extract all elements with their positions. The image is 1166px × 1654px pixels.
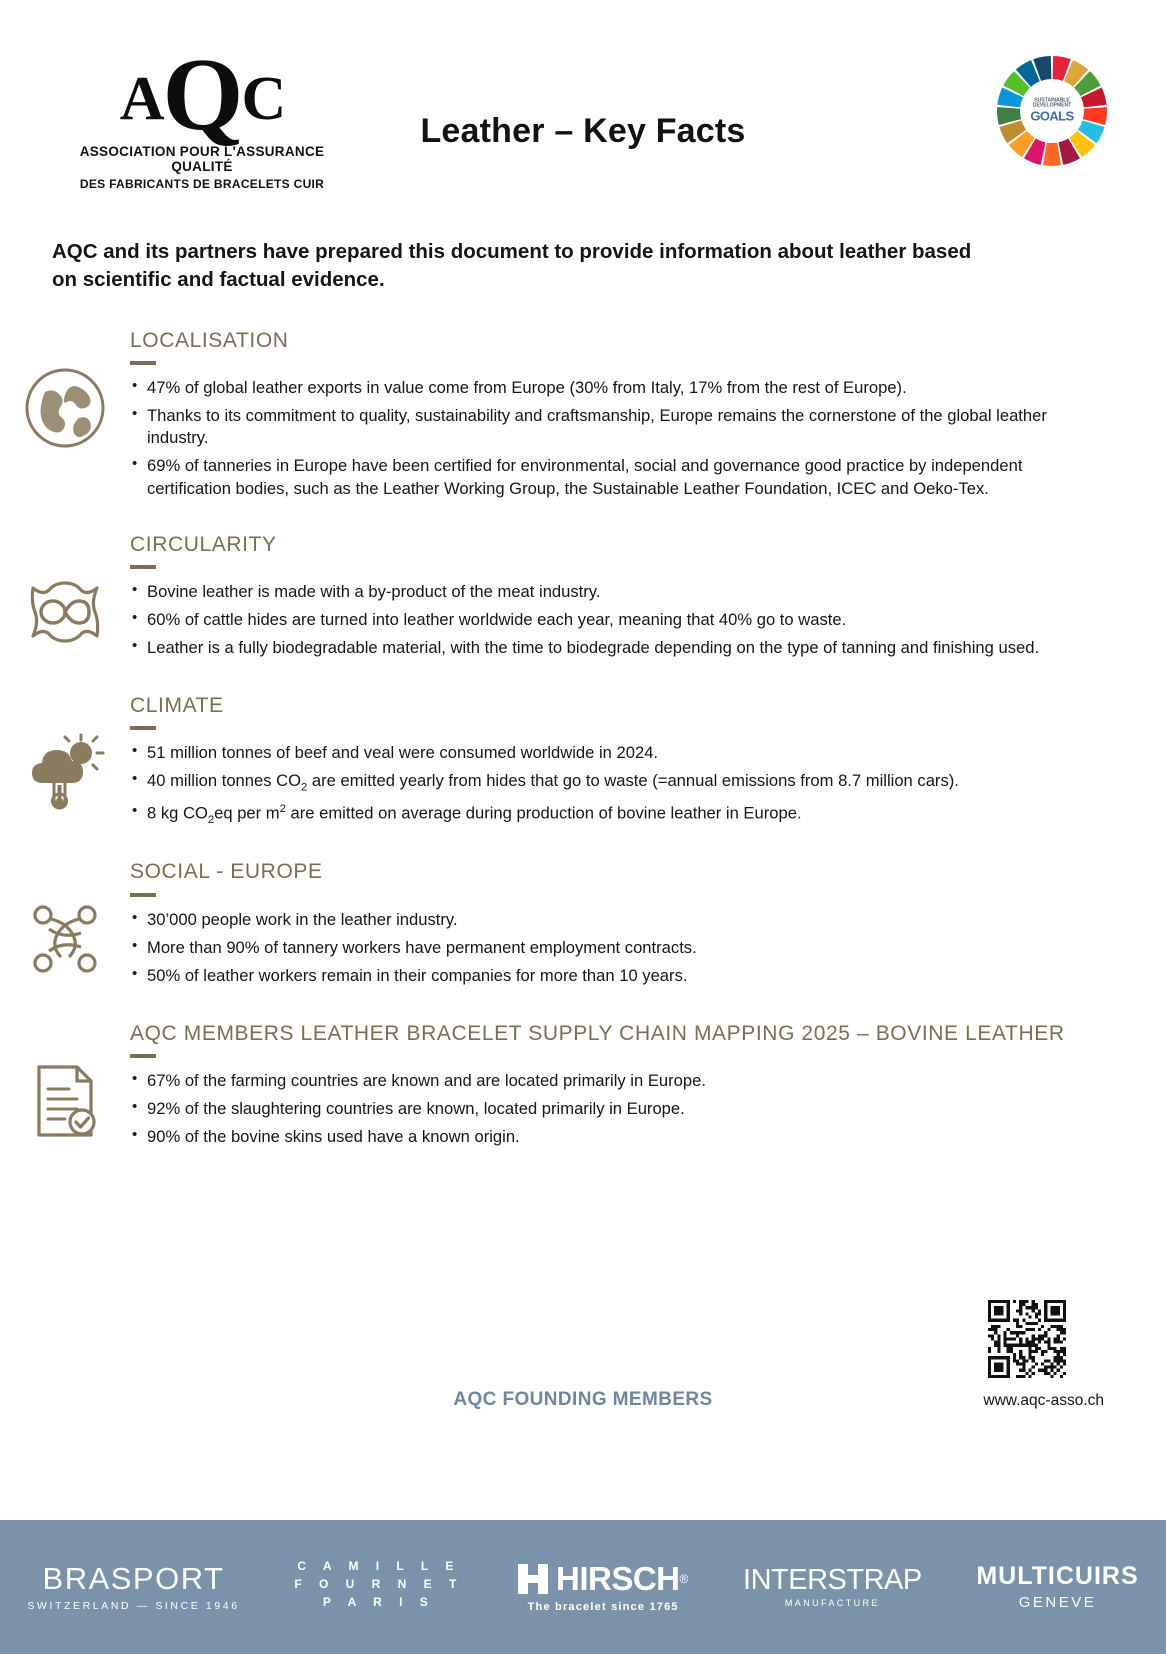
brand-hirsch-sub: The bracelet since 1765 <box>527 1600 679 1613</box>
section-climate <box>0 693 1166 833</box>
aqc-logo-subtitle-line2: DES FABRICANTS DE BRACELETS CUIR <box>79 176 325 191</box>
list-item: • 60% of cattle hides are turned into leather worldwide each year, meaning that 40% go to waste. <box>130 609 1071 631</box>
section-circularity <box>0 532 1166 665</box>
list-item: • 47% of global leather exports in value come from Europe (30% from Italy, 17% from the rest of Europe). <box>130 377 1071 399</box>
section-rule <box>130 565 156 569</box>
brand-hirsch <box>518 1561 688 1612</box>
list-item: • 92% of the slaughtering countries are known, located primarily in Europe. <box>130 1098 1071 1120</box>
brand-camille-line1: C A M I L L E <box>297 1558 461 1573</box>
section-title-climate: CLIMATE <box>130 694 224 717</box>
section-social-body <box>130 859 1166 992</box>
list-item: • 90% of the bovine skins used have a known origin. <box>130 1126 1071 1148</box>
page-header <box>0 0 1166 210</box>
intro-paragraph: AQC and its partners have prepared this document to provide information about leather based on scientific and factual evidence. <box>52 240 972 292</box>
globe-icon <box>0 328 130 454</box>
hide-infinity-icon-svg <box>19 566 111 658</box>
list-item: • 50% of leather workers remain in their companies for more than 10 years. <box>130 965 1071 987</box>
sdg-line2: DEVELOPMENT <box>1032 103 1072 110</box>
people-network-icon <box>0 859 130 985</box>
section-circularity-body <box>130 532 1166 665</box>
weather-thermometer-icon-svg <box>19 727 111 819</box>
section-rule <box>130 893 156 897</box>
sdg-goals-label: GOALS <box>1030 108 1074 124</box>
brand-hirsch-row <box>518 1561 688 1597</box>
brand-brasport <box>27 1562 239 1613</box>
section-title-localisation: LOCALISATION <box>130 329 289 352</box>
section-rule <box>130 726 156 730</box>
globe-icon-svg <box>19 362 111 454</box>
list-item: • Bovine leather is made with a by-product of the meat industry. <box>130 581 1071 603</box>
brand-interstrap-sub: MANUFACTURE <box>784 1598 880 1608</box>
section-rule <box>130 1054 156 1058</box>
list-item: • 51 million tonnes of beef and veal were consumed worldwide in 2024. <box>130 742 1071 764</box>
founding-members-label: AQC FOUNDING MEMBERS <box>453 1389 713 1410</box>
section-localisation-body <box>130 328 1166 506</box>
brand-brasport-name: BRASPORT <box>42 1560 225 1596</box>
brand-interstrap <box>743 1565 922 1609</box>
brand-multicuirs-name: MULTICUIRS <box>976 1562 1139 1590</box>
brand-camille-line2: F O U R N E T <box>294 1576 464 1591</box>
hide-infinity-icon <box>0 532 130 658</box>
sdg-wheel-logo <box>996 55 1108 167</box>
brand-brasport-sub: SWITZERLAND — SINCE 1946 <box>27 1599 240 1612</box>
aqc-logo-letter-c: C <box>241 65 285 133</box>
localisation-bullets <box>130 377 1071 499</box>
list-item: • 67% of the farming countries are known and are located primarily in Europe. <box>130 1070 1071 1092</box>
footer-logo-band <box>0 1520 1166 1654</box>
circularity-bullets <box>130 581 1071 659</box>
section-localisation <box>0 328 1166 506</box>
qr-code[interactable] <box>988 1300 1066 1378</box>
weather-thermometer-icon <box>0 693 130 819</box>
brand-multicuirs-sub: GENEVE <box>1018 1593 1097 1611</box>
list-item: • Leather is a fully biodegradable material, with the time to biodegrade depending on the type of tanning and finishing used. <box>130 637 1071 659</box>
sdg-center-text <box>1024 99 1080 124</box>
brand-multicuirs <box>976 1563 1138 1611</box>
sections-container <box>0 328 1166 1154</box>
climate-bullets <box>130 742 1071 827</box>
qr-code-icon[interactable] <box>988 1300 1066 1378</box>
list-item: • 30’000 people work in the leather industry. <box>130 909 1071 931</box>
website-url[interactable]: www.aqc-asso.ch <box>983 1392 1104 1409</box>
aqc-logo-letter-q: Q <box>162 37 242 152</box>
section-supply-chain-mapping <box>0 1021 1166 1154</box>
section-title-mapping: AQC MEMBERS LEATHER BRACELET SUPPLY CHAIN MAPPING 2025 – BOVINE LEATHER <box>130 1021 1065 1045</box>
people-network-icon-svg <box>19 893 111 985</box>
list-item: • 69% of tanneries in Europe have been certified for environmental, social and governance good practice by independent certification bodies, such as the Leather Working Group, the Sustainable Leather Foundation, ICEC and Oeko-Tex. <box>130 455 1071 499</box>
brand-camille-fournet <box>294 1560 463 1615</box>
list-item: • 40 million tonnes $CO_2$ are emitted yearly from hides that go to waste (=annual emissions from 8.7 million cars). <box>130 770 1071 795</box>
section-mapping-body <box>130 1021 1166 1154</box>
brand-hirsch-registered-mark: ® <box>679 1571 689 1586</box>
brand-camille-line3: P A R I S <box>322 1595 435 1610</box>
brand-interstrap-name: INTERSTRAP <box>743 1564 922 1597</box>
section-title-social: SOCIAL - EUROPE <box>130 860 323 884</box>
hirsch-h-mark-icon <box>518 1564 548 1594</box>
list-item: • Thanks to its commitment to quality, sustainability and craftsmanship, Europe remains the cornerstone of the global leather industry. <box>130 405 1071 449</box>
document-check-icon-svg <box>19 1055 111 1147</box>
aqc-logo-letter-a: A <box>119 65 163 133</box>
sdg-line1: SUSTAINABLE <box>1034 97 1070 104</box>
section-title-circularity: CIRCULARITY <box>130 532 277 556</box>
page-title: Leather – Key Facts <box>420 112 746 150</box>
aqc-logo-subtitle-line1: ASSOCIATION POUR L'ASSURANCE QUALITÉ <box>79 143 325 174</box>
social-bullets <box>130 909 1071 987</box>
section-rule <box>130 361 156 365</box>
brand-hirsch-name: HIRSCH <box>556 1560 680 1598</box>
list-item: • More than 90% of tannery workers have permanent employment contracts. <box>130 937 1071 959</box>
section-climate-body <box>130 693 1166 833</box>
list-item: • 8 kg $CO_2eq$ per $m^2$ are emitted on average during production of bovine leather in Europe. <box>130 802 1071 828</box>
section-social-europe <box>0 859 1166 992</box>
document-check-icon <box>0 1021 130 1147</box>
mapping-bullets <box>130 1070 1071 1148</box>
